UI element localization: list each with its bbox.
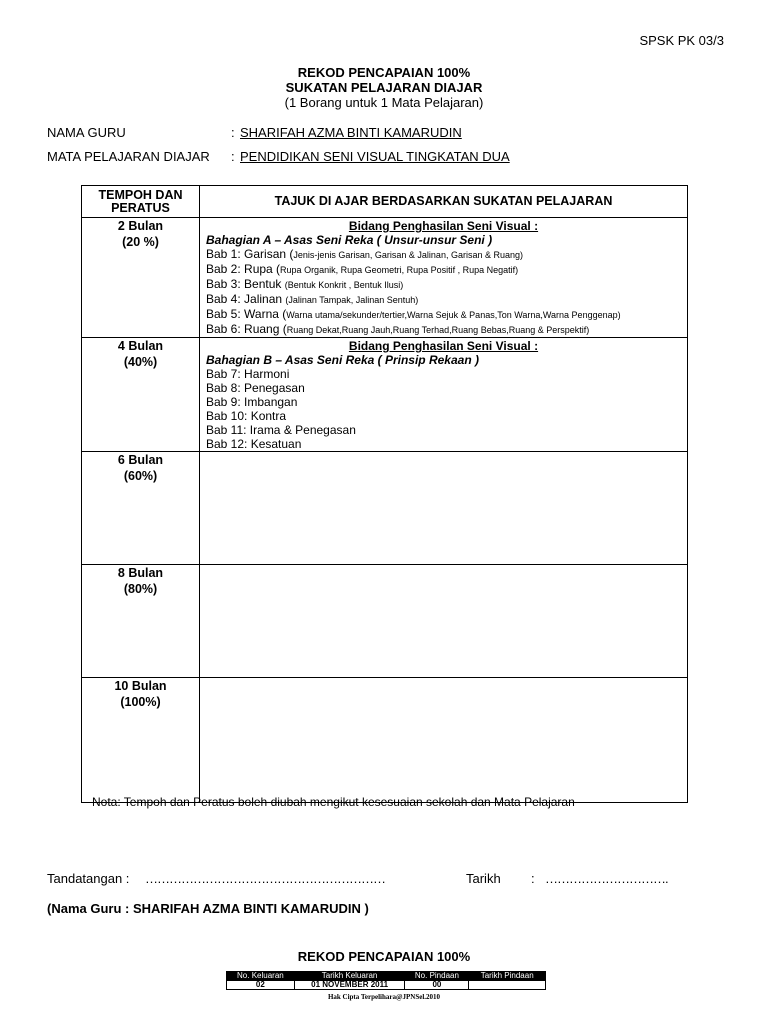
signature-label: Tandatangan : <box>47 871 130 886</box>
chapter-detail: Jenis-jenis Garisan, Garisan & Jalinan, Garisan & Ruang) <box>293 250 523 260</box>
period-label: 2 Bulan <box>117 219 164 233</box>
period-header: TEMPOH DAN PERATUS <box>82 186 200 218</box>
document-subtitle: SUKATAN PELAJARAN DIAJAR <box>285 80 483 95</box>
period-percent: (20 %) <box>122 235 159 249</box>
subject-separator: : <box>231 149 235 164</box>
document-title: REKOD PENCAPAIAN 100% <box>297 65 471 80</box>
table-row <box>82 338 688 452</box>
footer-table <box>226 971 546 990</box>
footer-value-cell: 01 NOVEMBER 2011 <box>294 981 405 990</box>
footer-header-cell: Tarikh Keluaran <box>294 972 405 981</box>
chapter-item <box>206 247 681 262</box>
period-percent: (100%) <box>120 695 161 709</box>
chapter-label: Bab 5: Warna ( <box>206 307 287 321</box>
chapter-item: Bab 12: Kesatuan <box>206 437 302 451</box>
date-separator: : <box>531 871 535 886</box>
chapter-item <box>206 307 681 322</box>
chapter-label: Bab 2: Rupa ( <box>206 262 281 276</box>
footer-header-cell: Tarikh Pindaan <box>469 972 546 981</box>
teacher-name-value: SHARIFAH AZMA BINTI KAMARUDIN <box>240 125 462 140</box>
category-title: Bidang Penghasilan Seni Visual : <box>348 219 539 233</box>
chapter-detail: Ruang Dekat,Ruang Jauh,Ruang Terhad,Ruang Bebas,Ruang & Perspektif) <box>286 325 590 335</box>
topics-cell <box>200 338 688 452</box>
footer-value-cell <box>469 981 546 990</box>
category-title: Bidang Penghasilan Seni Visual : <box>348 339 539 353</box>
period-cell <box>82 338 200 452</box>
chapter-detail: (Bentuk Konkrit , Bentuk Ilusi) <box>284 280 404 290</box>
footer-header-cell: No. Keluaran <box>227 972 295 981</box>
footer-header-cell: No. Pindaan <box>405 972 469 981</box>
period-percent: (80%) <box>123 582 158 596</box>
period-cell <box>82 452 200 565</box>
chapter-item: Bab 11: Irama & Penegasan <box>206 423 356 437</box>
chapter-item <box>206 292 681 307</box>
chapter-label: Bab 3: Bentuk <box>206 277 285 291</box>
teacher-name-separator: : <box>231 125 235 140</box>
table-row <box>82 565 688 678</box>
chapter-label: Bab 1: Garisan ( <box>206 247 294 261</box>
chapter-detail: (Jalinan Tampak, Jalinan Sentuh) <box>285 295 419 305</box>
table-note: Nota: Tempoh dan Peratus boleh diubah mengikut kesesuaian sekolah dan Mata Pelajaran <box>92 795 575 809</box>
section-title: Bahagian A – Asas Seni Reka ( Unsur-unsur Seni ) <box>206 233 493 247</box>
copyright-text: Hak Cipta Terpelihara@JPNSel.2010 <box>327 993 441 1001</box>
period-percent: (40%) <box>123 355 158 369</box>
table-row <box>82 452 688 565</box>
form-code: SPSK PK 03/3 <box>639 33 724 48</box>
footer-title: REKOD PENCAPAIAN 100% <box>297 949 471 964</box>
topics-cell-empty <box>200 678 688 803</box>
table-row <box>82 218 688 338</box>
document-instruction: (1 Borang untuk 1 Mata Pelajaran) <box>284 95 484 110</box>
table-header-row <box>82 186 688 218</box>
chapter-label: Bab 4: Jalinan <box>206 292 286 306</box>
signature-line: …………………………………………………… <box>145 871 385 886</box>
period-label: 10 Bulan <box>114 679 167 693</box>
subject-value: PENDIDIKAN SENI VISUAL TINGKATAN DUA <box>240 149 510 164</box>
chapter-item <box>206 322 681 337</box>
period-cell <box>82 565 200 678</box>
subject-label: MATA PELAJARAN DIAJAR <box>47 149 210 164</box>
chapter-item <box>206 262 681 277</box>
teacher-name-signature: (Nama Guru : SHARIFAH AZMA BINTI KAMARUDIN ) <box>47 901 369 916</box>
section-title: Bahagian B – Asas Seni Reka ( Prinsip Rekaan ) <box>206 353 479 367</box>
teacher-name-label: NAMA GURU <box>47 125 126 140</box>
chapter-detail: Rupa Organik, Rupa Geometri, Rupa Positif , Rupa Negatif) <box>280 265 519 275</box>
chapter-item: Bab 9: Imbangan <box>206 395 298 409</box>
table-row <box>82 678 688 803</box>
date-label: Tarikh <box>466 871 501 886</box>
topics-cell-empty <box>200 565 688 678</box>
chapter-label: Bab 6: Ruang ( <box>206 322 287 336</box>
chapter-item: Bab 7: Harmoni <box>206 367 290 381</box>
period-label: 4 Bulan <box>117 339 164 353</box>
period-cell <box>82 218 200 338</box>
period-label: 6 Bulan <box>117 453 164 467</box>
topics-header: TAJUK DI AJAR BERDASARKAN SUKATAN PELAJARAN <box>200 186 688 218</box>
footer-value-cell: 00 <box>405 981 469 990</box>
topics-cell <box>200 218 688 338</box>
period-cell <box>82 678 200 803</box>
footer-value-row <box>227 981 546 990</box>
chapter-item: Bab 8: Penegasan <box>206 381 305 395</box>
footer-value-cell: 02 <box>227 981 295 990</box>
chapter-item <box>206 277 681 292</box>
chapter-detail: Warna utama/sekunder/tertier,Warna Sejuk & Panas,Ton Warna,Warna Penggenap) <box>286 310 621 320</box>
topics-cell-empty <box>200 452 688 565</box>
period-label: 8 Bulan <box>117 566 164 580</box>
chapter-item: Bab 10: Kontra <box>206 409 287 423</box>
date-line: …………………………. <box>545 871 668 886</box>
syllabus-table <box>81 185 688 803</box>
period-percent: (60%) <box>123 469 158 483</box>
